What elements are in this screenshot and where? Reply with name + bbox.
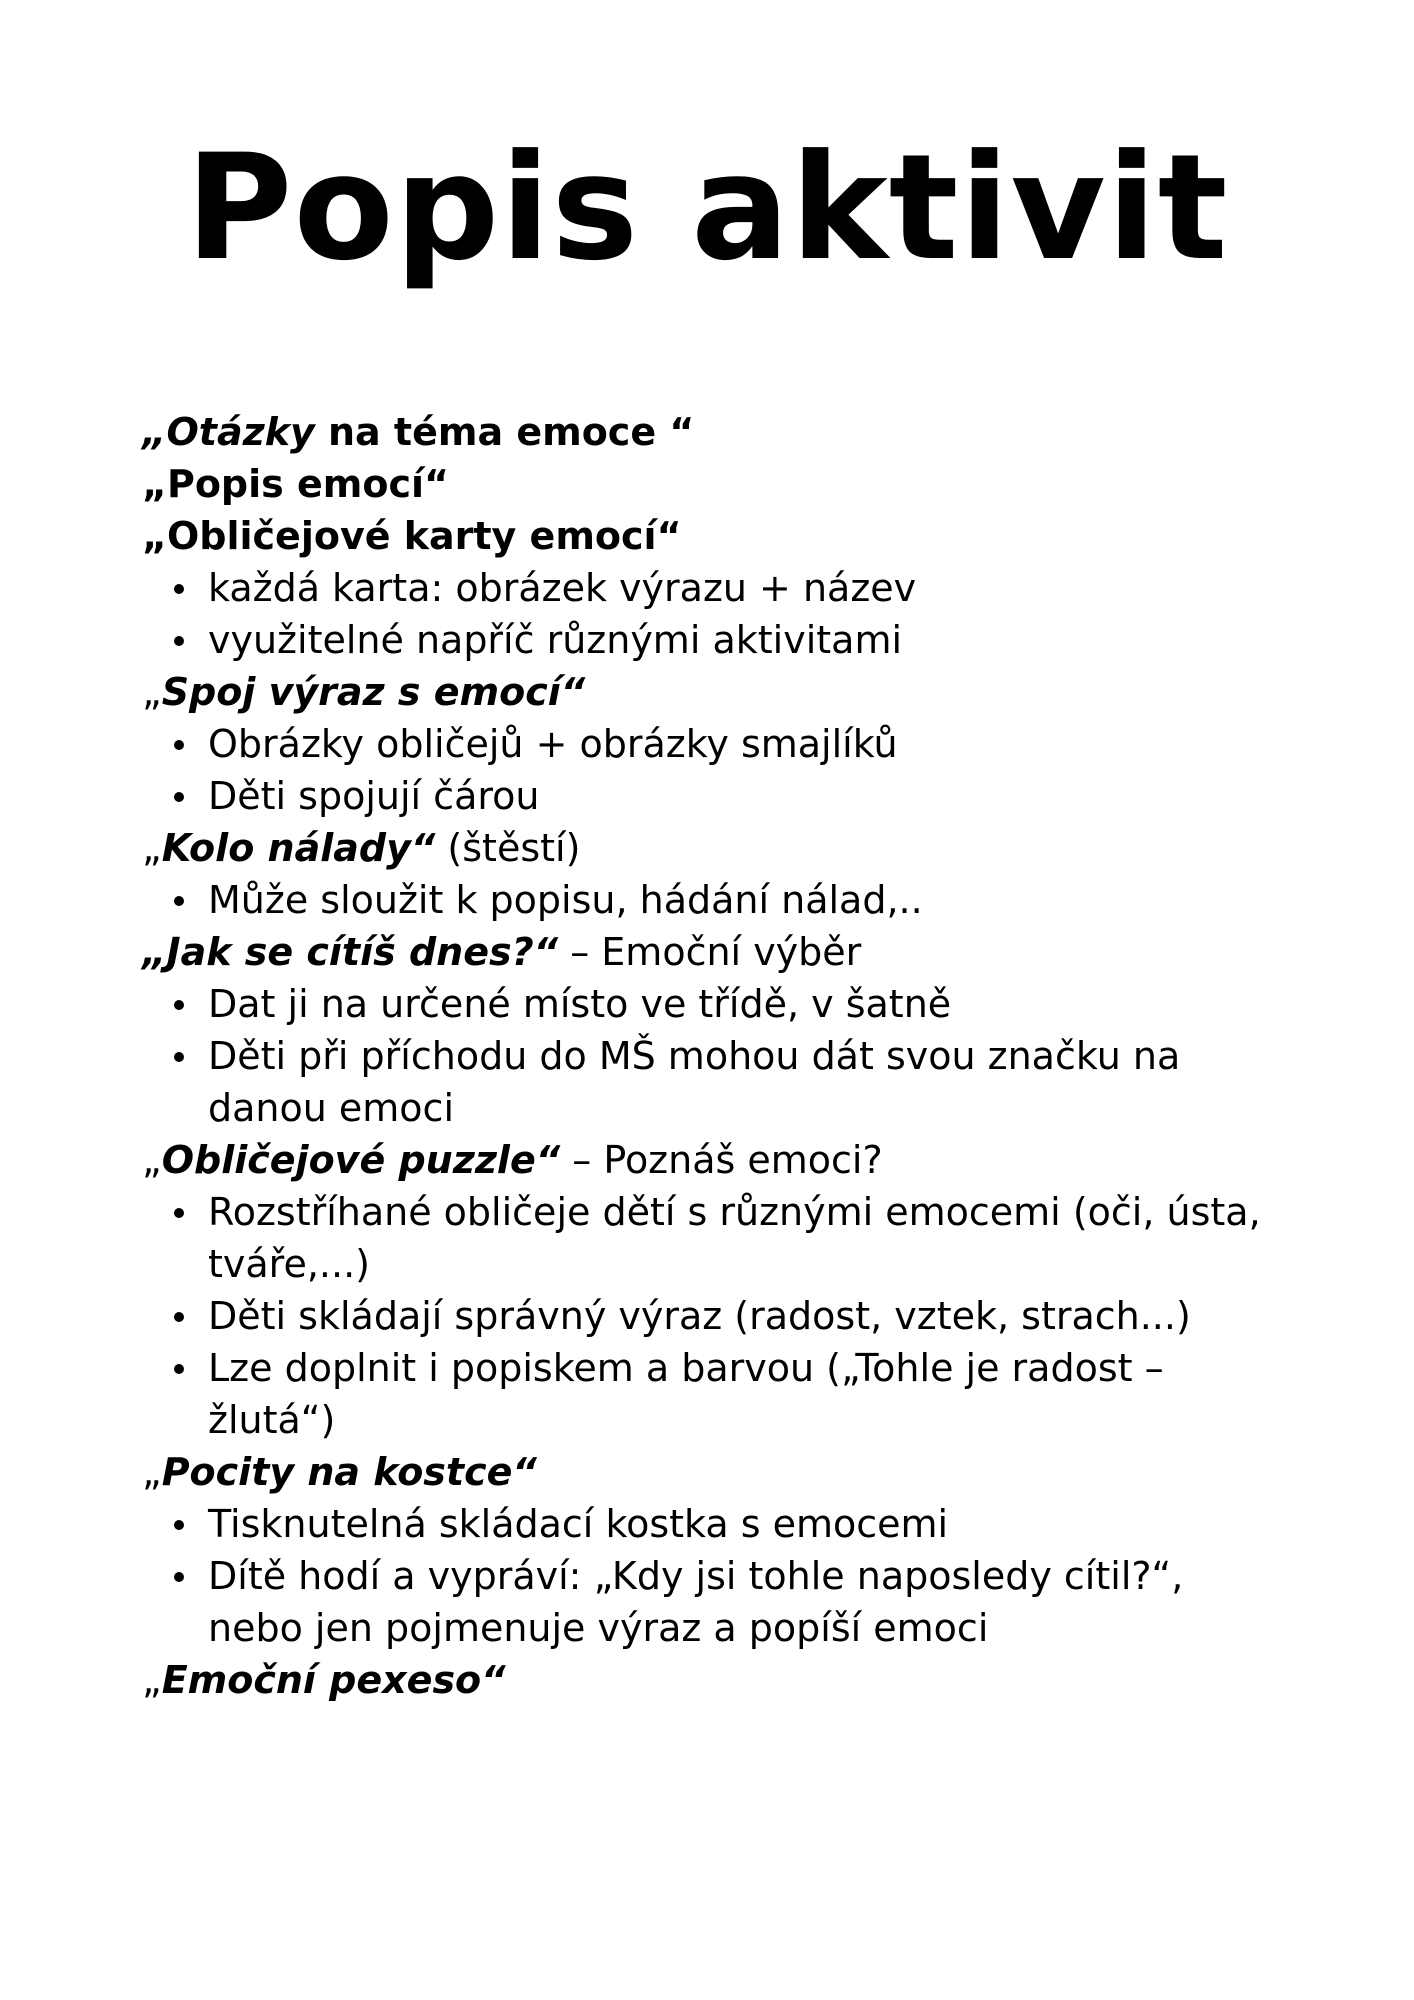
activity-heading [142,1446,1282,1498]
list-item: Tisknutelná skládací kostka s emocemi [142,1498,1282,1550]
heading-part: „ [142,410,167,454]
list-item: Děti při příchodu do MŠ mohou dát svou značku na danou emoci [142,1030,1282,1134]
heading-part: „Obličejové karty emocí“ [142,514,682,558]
list-item: Obrázky obličejů + obrázky smajlíků [142,718,1282,770]
activity-bullets [142,718,1282,822]
list-item: Může sloužit k popisu, hádání nálad,.. [142,874,1282,926]
list-item: každá karta: obrázek výrazu + název [142,562,1282,614]
activity-bullets [142,1498,1282,1654]
heading-part: „ [142,1138,162,1182]
heading-part: Otázky [166,410,315,454]
list-item: Dat ji na určené místo ve třídě, v šatně [142,978,1282,1030]
heading-part: Obličejové puzzle“ [161,1138,561,1182]
activity-heading [142,1134,1282,1186]
list-item: Děti skládají správný výraz (radost, vztek, strach...) [142,1290,1282,1342]
activity-heading [142,510,1282,562]
heading-part: Emoční pexeso“ [161,1658,506,1702]
heading-part: Spoj výraz s emocí“ [161,670,586,714]
activity-heading [142,926,1282,978]
activity-heading [142,822,1282,874]
list-item: Lze doplnit i popiskem a barvou („Tohle je radost – žlutá“) [142,1342,1282,1446]
heading-part: Kolo nálady“ [161,826,436,870]
heading-part: „ [142,826,162,870]
activity-bullets [142,562,1282,666]
heading-part: „Popis emocí“ [142,462,450,506]
activity-list [142,406,1282,1706]
activity-heading [142,1654,1282,1706]
heading-part: „ [142,670,162,714]
activity-heading [142,406,1282,458]
heading-part: – Emoční výběr [558,930,862,974]
heading-part: „ [142,1658,162,1702]
page-title: Popis aktivit [185,123,1229,293]
heading-part: „ [142,1450,162,1494]
heading-part: „Jak se cítíš dnes?“ [142,930,559,974]
list-item: Děti spojují čárou [142,770,1282,822]
heading-part: – Poznáš emoci? [560,1138,883,1182]
activity-bullets [142,978,1282,1134]
heading-part: na téma emoce “ [314,410,695,454]
activity-heading [142,458,1282,510]
activity-bullets [142,1186,1282,1446]
list-item: Dítě hodí a vypráví: „Kdy jsi tohle naposledy cítil?“, nebo jen pojmenuje výraz a popíší emoci [142,1550,1282,1654]
heading-part: (štěstí) [435,826,581,870]
list-item: využitelné napříč různými aktivitami [142,614,1282,666]
list-item: Rozstříhané obličeje dětí s různými emocemi (oči, ústa, tváře,...) [142,1186,1282,1290]
activity-heading [142,666,1282,718]
heading-part: Pocity na kostce“ [161,1450,537,1494]
activity-bullets [142,874,1282,926]
